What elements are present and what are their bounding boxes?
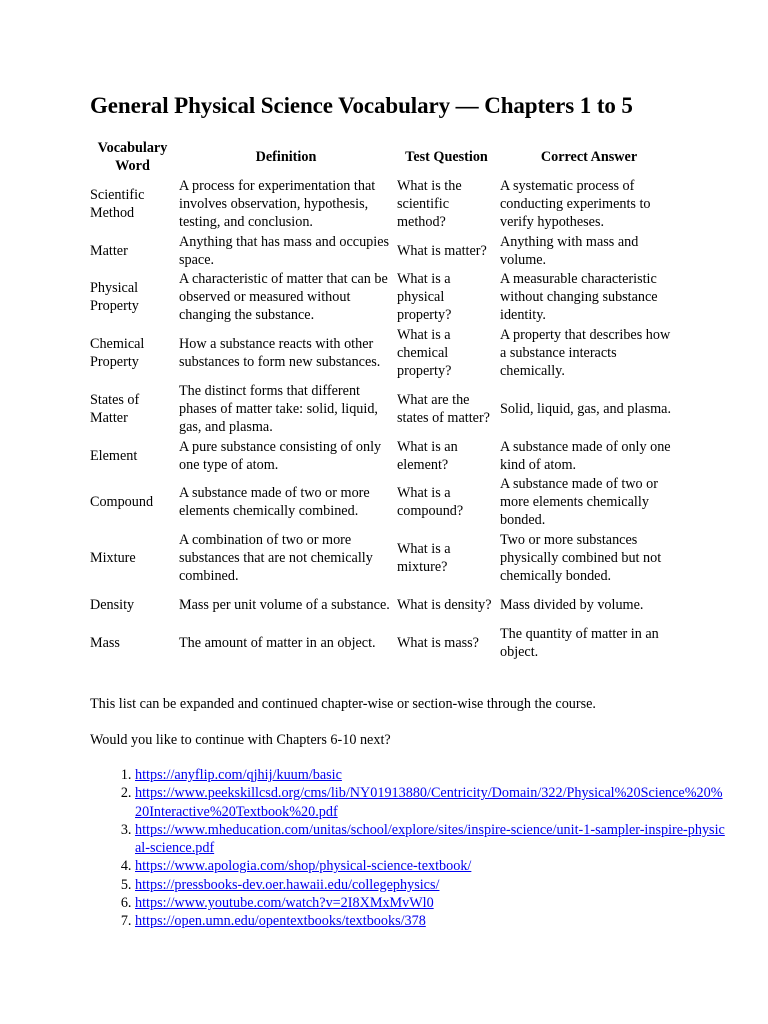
cell-answer: The quantity of matter in an object. <box>500 626 659 660</box>
cell-answer: A substance made of two or more elements chemically bonded. <box>500 476 658 528</box>
cell-definition: The distinct forms that different phases of matter take: solid, liquid, gas, and plasma. <box>179 383 378 435</box>
cell-question: What is mass? <box>397 635 479 651</box>
reference-item <box>135 821 725 858</box>
reference-link[interactable]: https://pressbooks-dev.oer.hawaii.edu/collegephysics/ <box>135 876 440 893</box>
reference-item <box>135 766 725 784</box>
table-row <box>88 269 680 325</box>
cell-word: Density <box>90 596 135 613</box>
cell-question: What is an element? <box>397 438 458 473</box>
reference-item <box>135 857 725 875</box>
table-row <box>88 586 680 623</box>
cell-question: What are the states of matter? <box>397 392 490 426</box>
table-body <box>88 176 680 663</box>
cell-definition: How a substance reacts with other substances to form new substances. <box>179 336 381 370</box>
cell-question: What is the scientific method? <box>397 178 462 230</box>
cell-definition: A pure substance consisting of only one type of atom. <box>179 438 382 473</box>
table-header-row <box>88 138 680 176</box>
cell-word: Mass <box>90 635 120 651</box>
cell-definition: A characteristic of matter that can be observed or measured without changing the substance. <box>179 271 388 323</box>
cell-question: What is matter? <box>397 242 487 259</box>
cell-word: Physical Property <box>90 280 139 314</box>
reference-item <box>135 876 725 894</box>
vocabulary-table <box>88 138 680 663</box>
reference-list <box>90 766 725 931</box>
cell-definition: A substance made of two or more elements chemically combined. <box>179 485 370 519</box>
cell-answer: Mass divided by volume. <box>500 596 644 613</box>
cell-question: What is a mixture? <box>397 541 451 575</box>
cell-answer: A measurable characteristic without changing substance identity. <box>500 271 658 323</box>
reference-item <box>135 894 725 912</box>
continue-question: Would you like to continue with Chapters 6-10 next? <box>90 732 391 748</box>
header-definition: Definition <box>255 149 317 165</box>
reference-link[interactable]: https://anyflip.com/qjhij/kuum/basic <box>135 767 342 783</box>
table-row <box>88 325 680 381</box>
cell-definition: A process for experimentation that involves observation, hypothesis, testing, and conclusion. <box>179 178 376 230</box>
cell-word: Scientific Method <box>90 187 145 221</box>
reference-link[interactable]: https://www.apologia.com/shop/physical-science-textbook/ <box>135 858 472 875</box>
cell-word: Compound <box>90 494 154 510</box>
cell-answer: A substance made of only one kind of atom. <box>500 438 671 473</box>
cell-answer: Anything with mass and volume. <box>500 233 639 268</box>
cell-word: States of Matter <box>90 392 140 426</box>
reference-item <box>135 784 725 821</box>
table-row <box>88 623 680 663</box>
cell-question: What is a compound? <box>397 485 464 519</box>
header-vocabulary-word: Vocabulary Word <box>97 140 168 174</box>
cell-question: What is a chemical property? <box>397 327 452 379</box>
cell-answer: Two or more substances physically combined but not chemically bonded. <box>500 532 662 584</box>
reference-link[interactable]: https://www.mheducation.com/unitas/school/explore/sites/inspire-science/unit-1-sampler-inspire-physical-science.pdf <box>135 821 725 857</box>
cell-word: Mixture <box>90 550 136 566</box>
header-correct-answer: Correct Answer <box>540 149 638 165</box>
cell-definition: Anything that has mass and occupies space. <box>179 233 390 268</box>
reference-link[interactable]: https://open.umn.edu/opentextbooks/textbooks/378 <box>135 913 426 930</box>
cell-answer: Solid, liquid, gas, and plasma. <box>500 401 672 417</box>
cell-question: What is a physical property? <box>397 271 452 323</box>
table-row <box>88 437 680 474</box>
cell-word: Matter <box>90 242 128 259</box>
cell-word: Element <box>90 447 138 464</box>
cell-definition: A combination of two or more substances that are not chemically combined. <box>179 532 373 584</box>
cell-answer: A property that describes how a substance interacts chemically. <box>500 327 671 379</box>
table-row <box>88 381 680 437</box>
cell-definition: Mass per unit volume of a substance. <box>179 596 390 613</box>
reference-item <box>135 912 725 930</box>
cell-definition: The amount of matter in an object. <box>179 635 376 651</box>
reference-link[interactable]: https://www.peekskillcsd.org/cms/lib/NY01913880/Centricity/Domain/322/Physical%20Science%20%20Interactive%20Textbook%20.pdf <box>135 785 723 820</box>
cell-word: Chemical Property <box>90 336 145 370</box>
expand-note: This list can be expanded and continued chapter-wise or section-wise through the course. <box>90 696 596 712</box>
cell-question: What is density? <box>397 596 492 613</box>
table-row <box>88 176 680 232</box>
page-title: General Physical Science Vocabulary — Chapters 1 to 5 <box>90 93 633 118</box>
table-row <box>88 474 680 530</box>
cell-answer: A systematic process of conducting experiments to verify hypotheses. <box>500 178 651 230</box>
reference-link[interactable]: https://www.youtube.com/watch?v=2I8XMxMvWl0 <box>135 895 434 912</box>
table-row <box>88 232 680 269</box>
header-test-question: Test Question <box>405 149 488 165</box>
table-row <box>88 530 680 586</box>
